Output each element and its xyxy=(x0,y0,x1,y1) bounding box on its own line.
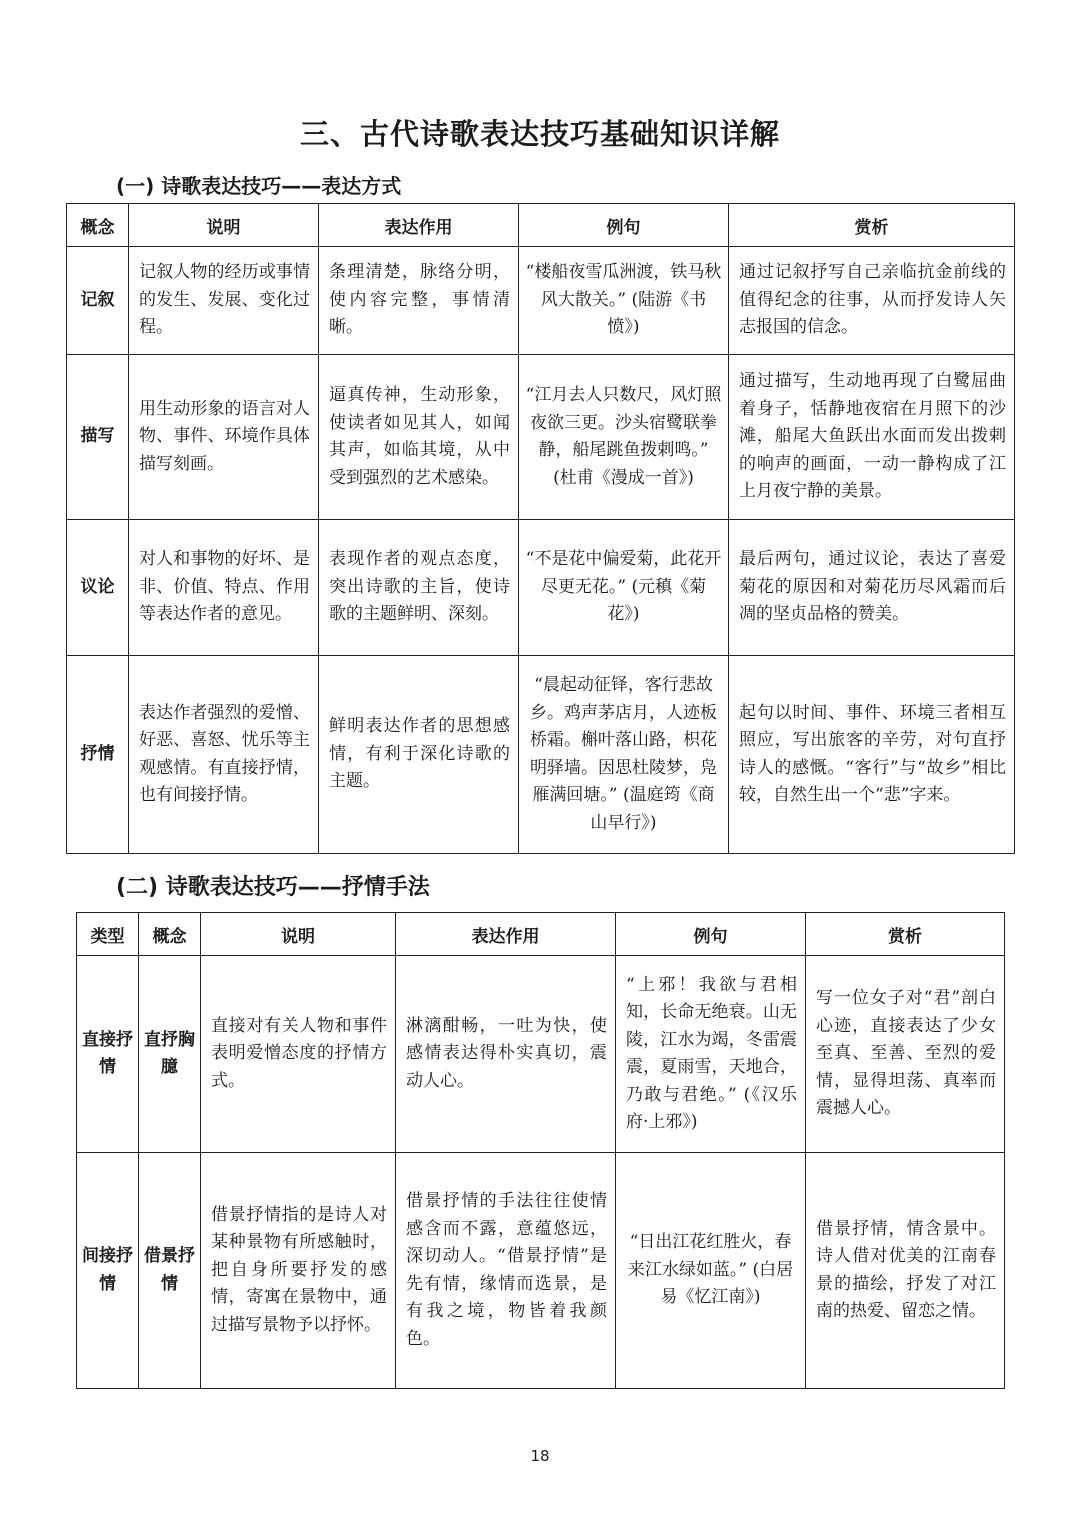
table-row xyxy=(77,956,1005,1153)
row-concept: 议论 xyxy=(67,520,129,656)
header-analysis: 赏析 xyxy=(729,204,1015,247)
row-example: “晨起动征铎，客行悲故乡。鸡声茅店月，人迹板桥霜。槲叶落山路，枳花明驿墙。因思杜陵梦，凫雁满回塘。” (温庭筠《商山早行》) xyxy=(519,656,729,854)
row-example: “楼船夜雪瓜洲渡，铁马秋风大散关。” (陆游《书愤》) xyxy=(519,247,729,355)
row-example: “上邪！我欲与君相知，长命无绝衰。山无陵，江水为竭，冬雷震震，夏雨雪，天地合，乃敢与君绝。” (《汉乐府·上邪》) xyxy=(616,956,806,1153)
row-effect: 表现作者的观点态度，突出诗歌的主旨，使诗歌的主题鲜明、深刻。 xyxy=(319,520,519,656)
row-effect: 条理清楚，脉络分明，使内容完整，事情清晰。 xyxy=(319,247,519,355)
header-example: 例句 xyxy=(616,913,806,956)
row-concept: 描写 xyxy=(67,355,129,520)
row-concept: 直抒胸臆 xyxy=(139,956,201,1153)
row-description: 用生动形象的语言对人物、事件、环境作具体描写刻画。 xyxy=(129,355,319,520)
header-type: 类型 xyxy=(77,913,139,956)
row-concept: 抒情 xyxy=(67,656,129,854)
row-example: “江月去人只数尺，风灯照夜欲三更。沙头宿鹭联拳静，船尾跳鱼拨剌鸣。” (杜甫《漫成一首》) xyxy=(519,355,729,520)
row-analysis: 写一位女子对“君”剖白心迹，直接表达了少女至真、至善、至烈的爱情，显得坦荡、真率而震撼人心。 xyxy=(806,956,1005,1153)
row-example: “日出江花红胜火，春来江水绿如蓝。” (白居易《忆江南》) xyxy=(616,1153,806,1389)
header-effect: 表达作用 xyxy=(319,204,519,247)
header-example: 例句 xyxy=(519,204,729,247)
table-header-row xyxy=(77,913,1005,956)
row-effect: 淋漓酣畅，一吐为快，使感情表达得朴实真切，震动人心。 xyxy=(396,956,616,1153)
table-row xyxy=(67,656,1015,854)
table-row xyxy=(67,355,1015,520)
section-title-lyrical-methods: (二) 诗歌表达技巧——抒情手法 xyxy=(116,875,430,900)
row-analysis: 通过描写，生动地再现了白鹭屈曲着身子，恬静地夜宿在月照下的沙滩，船尾大鱼跃出水面而发出拨剌的响声的画面，一动一静构成了江上月夜宁静的美景。 xyxy=(729,355,1015,520)
row-concept: 记叙 xyxy=(67,247,129,355)
row-analysis: 通过记叙抒写自己亲临抗金前线的值得纪念的往事，从而抒发诗人矢志报国的信念。 xyxy=(729,247,1015,355)
row-description: 记叙人物的经历或事情的发生、发展、变化过程。 xyxy=(129,247,319,355)
row-analysis: 起句以时间、事件、环境三者相互照应，写出旅客的辛劳，对句直抒诗人的感慨。“客行”与“故乡”相比较，自然生出一个“悲”字来。 xyxy=(729,656,1015,854)
row-description: 借景抒情指的是诗人对某种景物有所感触时，把自身所要抒发的感情，寄寓在景物中，通过描写景物予以抒怀。 xyxy=(201,1153,396,1389)
table-row xyxy=(67,520,1015,656)
lyrical-methods-table xyxy=(76,912,1005,1389)
header-description: 说明 xyxy=(129,204,319,247)
row-effect: 逼真传神，生动形象，使读者如见其人，如闻其声，如临其境，从中受到强烈的艺术感染。 xyxy=(319,355,519,520)
row-type: 直接抒情 xyxy=(77,956,139,1153)
row-concept: 借景抒情 xyxy=(139,1153,201,1389)
row-effect: 借景抒情的手法往往使情感含而不露，意蕴悠远，深切动人。“借景抒情”是先有情，缘情而选景，是有我之境，物皆着我颜色。 xyxy=(396,1153,616,1389)
row-type: 间接抒情 xyxy=(77,1153,139,1389)
row-description: 对人和事物的好坏、是非、价值、特点、作用等表达作者的意见。 xyxy=(129,520,319,656)
header-effect: 表达作用 xyxy=(396,913,616,956)
page-title: 三、古代诗歌表达技巧基础知识详解 xyxy=(299,117,780,151)
header-concept: 概念 xyxy=(139,913,201,956)
row-analysis: 借景抒情，情含景中。诗人借对优美的江南春景的描绘，抒发了对江南的热爱、留恋之情。 xyxy=(806,1153,1005,1389)
section-title-expression-modes: (一) 诗歌表达技巧——表达方式 xyxy=(116,174,402,198)
row-effect: 鲜明表达作者的思想感情，有利于深化诗歌的主题。 xyxy=(319,656,519,854)
row-example: “不是花中偏爱菊，此花开尽更无花。” (元稹《菊花》) xyxy=(519,520,729,656)
header-concept: 概念 xyxy=(67,204,129,247)
table-row xyxy=(77,1153,1005,1389)
table-header-row xyxy=(67,204,1015,247)
header-analysis: 赏析 xyxy=(806,913,1005,956)
row-analysis: 最后两句，通过议论，表达了喜爱菊花的原因和对菊花历尽风霜而后凋的坚贞品格的赞美。 xyxy=(729,520,1015,656)
table-row xyxy=(67,247,1015,355)
row-description: 表达作者强烈的爱憎、好恶、喜怒、忧乐等主观感情。有直接抒情，也有间接抒情。 xyxy=(129,656,319,854)
expression-modes-table xyxy=(66,203,1015,854)
page-number: 18 xyxy=(530,1447,550,1465)
row-description: 直接对有关人物和事件表明爱憎态度的抒情方式。 xyxy=(201,956,396,1153)
header-description: 说明 xyxy=(201,913,396,956)
